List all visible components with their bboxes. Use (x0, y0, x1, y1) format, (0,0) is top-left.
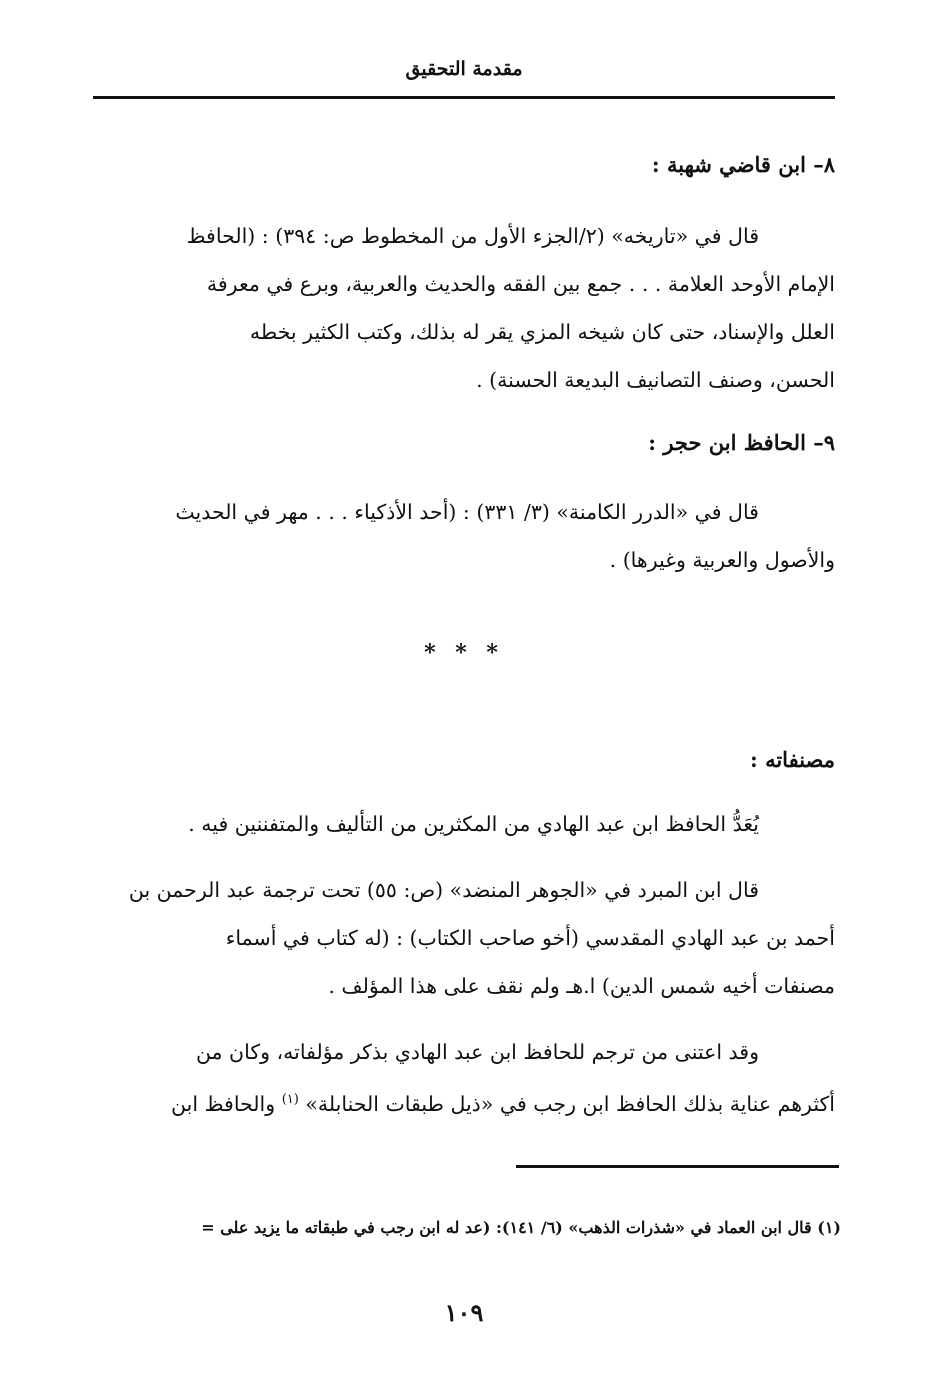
paragraph-line: الإمام الأوحد العلامة . . . جمع بين الفقه والحديث والعربية، وبرع في معرفة (206, 272, 835, 296)
works-paragraph-2 (93, 866, 835, 1010)
page-header: مقدمة التحقيق (405, 58, 523, 80)
paragraph-line: يُعَدُّ الحافظ ابن عبد الهادي من المكثرين من التأليف والمتفننين فيه . (188, 812, 759, 836)
footnote-divider (516, 1165, 839, 1168)
paragraph-line: وقد اعتنى من ترجم للحافظ ابن عبد الهادي بذكر مؤلفاته، وكان من (195, 1040, 759, 1064)
paragraph-line: قال في «تاريخه» (٢/الجزء الأول من المخطوط ص: ٣٩٤) : (الحافظ (186, 224, 759, 248)
section-separator: * * * (424, 640, 504, 666)
paragraph-line: العلل والإسناد، حتى كان شيخه المزي يقر له بذلك، وكتب الكثير بخطه (249, 320, 835, 344)
paragraph-line-end: والحافظ ابن (171, 1091, 276, 1116)
footnote-reference: (١) (281, 1092, 299, 1107)
footnote: (١) قال ابن العماد في «شذرات الذهب» (٦/ ١٤١): (عد له ابن رجب في طبقاته ما يزيد على = (201, 1218, 841, 1237)
paragraph-line-with-footnote (93, 1076, 835, 1128)
paragraph-line: قال في «الدرر الكامنة» (٣/ ٣٣١) : (أحد الأذكياء . . . مهر في الحديث (175, 500, 759, 524)
works-heading: مصنفاته : (750, 747, 835, 772)
works-paragraph-1 (93, 800, 835, 848)
paragraph-line: قال ابن المبرد في «الجوهر المنضد» (ص: ٥٥) تحت ترجمة عبد الرحمن بن (128, 878, 759, 902)
section-paragraph-ibn-hajar (93, 488, 835, 584)
works-paragraph-3 (93, 1028, 835, 1128)
section-heading-ibn-hajar: ٩– الحافظ ابن حجر : (648, 430, 835, 455)
paragraph-line: أحمد بن عبد الهادي المقدسي (أخو صاحب الكتاب) : (له كتاب في أسماء (225, 926, 835, 950)
paragraph-line: الحسن، وصنف التصانيف البديعة الحسنة) . (476, 368, 835, 392)
paragraph-line-text: أكثرهم عناية بذلك الحافظ ابن رجب في «ذيل طبقات الحنابلة» (305, 1091, 835, 1116)
header-divider (93, 96, 835, 99)
section-paragraph-ibn-qadi-shuhba (93, 212, 835, 404)
paragraph-line: والأصول والعربية وغيرها) . (609, 548, 835, 572)
section-heading-ibn-qadi-shuhba: ٨– ابن قاضي شهبة : (651, 152, 835, 177)
page-number: ١٠٩ (444, 1298, 484, 1327)
paragraph-line: مصنفات أخيه شمس الدين) ا.هـ ولم نقف على هذا المؤلف . (328, 974, 835, 998)
